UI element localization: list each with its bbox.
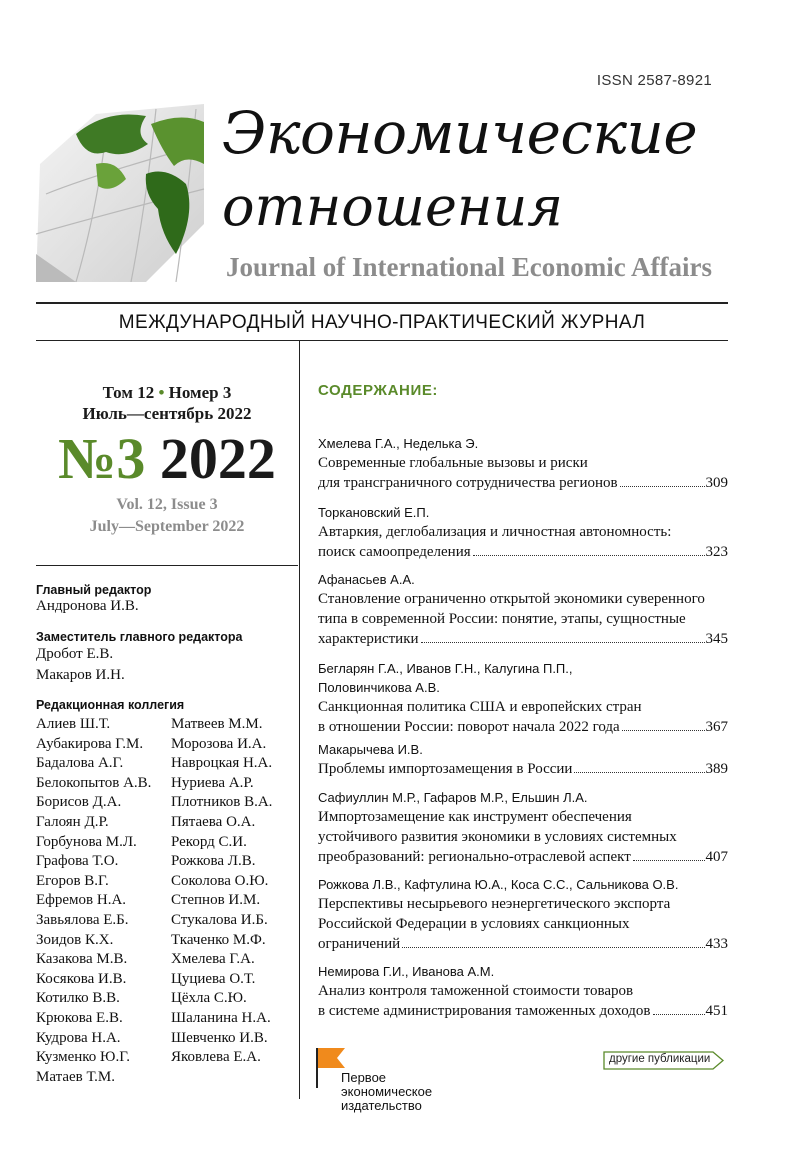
board-member: Ефремов Н.А. [36, 892, 127, 909]
toc-authors: Афанасьев А.А. [318, 572, 415, 587]
toc-page-number: 407 [705, 849, 728, 865]
dot-leader [620, 486, 705, 487]
toc-title-line: ограничений [318, 936, 401, 952]
toc-authors: Торкановский Е.П. [318, 505, 430, 520]
other-publications-button[interactable] [603, 1051, 725, 1070]
toc-entry[interactable] [318, 659, 728, 737]
toc-title-line: устойчивого развития экономики в условиях системных [318, 829, 677, 845]
toc-title-last-line [318, 717, 728, 737]
dot-leader [633, 860, 705, 861]
toc-title-line: поиск самоопределения [318, 544, 471, 560]
board-member: Цёхла С.Ю. [171, 990, 247, 1007]
board-member: Галоян Д.Р. [36, 814, 109, 830]
toc-authors: Бегларян Г.А., Иванов Г.Н., Калугина П.П., [318, 661, 573, 676]
toc-entry[interactable] [318, 434, 728, 493]
header-divider-top [36, 302, 728, 304]
board-member: Крюкова Е.В. [36, 1010, 123, 1026]
period-ru: Июль—сентябрь 2022 [82, 404, 252, 423]
issue-number-ru: Номер 3 [168, 383, 232, 402]
toc-page-number: 389 [705, 761, 728, 777]
toc-authors: Макарычева И.В. [318, 742, 423, 757]
toc-entry[interactable] [318, 875, 728, 954]
toc-title-line: для трансграничного сотрудничества регионов [318, 475, 618, 491]
toc-title-last-line [318, 542, 728, 562]
toc-page-number: 367 [705, 719, 728, 735]
toc-authors: Немирова Г.И., Иванова А.М. [318, 964, 495, 979]
toc-page-number: 323 [705, 544, 728, 560]
left-divider [36, 565, 298, 566]
board-member: Яковлева Е.А. [171, 1049, 261, 1066]
toc-title-last-line [318, 759, 728, 779]
toc-title-line: в системе администрирования таможенных доходов [318, 1003, 651, 1019]
toc-page-number: 433 [705, 936, 728, 952]
publisher-line: Первое [341, 1070, 387, 1085]
toc-entry[interactable] [318, 503, 728, 562]
toc-title-line: Проблемы импортозамещения в России [318, 761, 573, 777]
toc-entry[interactable] [318, 570, 728, 649]
publisher-name [341, 1071, 432, 1113]
board-member: Степнов И.М. [171, 892, 261, 909]
volume-ru: Том 12 [102, 383, 155, 402]
board-member: Бадалова А.Г. [36, 755, 124, 772]
toc-title-line: преобразований: регионально-отраслевой аспект [318, 849, 631, 865]
volume-issue-en: Vol. 12, Issue 3 [116, 496, 218, 513]
deputy-editor-label: Заместитель главного редактора [36, 630, 243, 644]
dot-leader [622, 730, 705, 731]
dot-leader [574, 772, 704, 773]
toc-page-number: 451 [705, 1003, 728, 1019]
chief-editor-label: Главный редактор [36, 583, 152, 597]
toc-entry[interactable] [318, 740, 728, 779]
board-member: Морозова И.А. [171, 735, 267, 752]
toc-authors: Рожкова Л.В., Кафтулина Ю.А., Коса С.С., Сальникова О.В. [318, 877, 679, 892]
other-publications-label: другие публикации [609, 1053, 711, 1065]
board-member: Котилко В.В. [36, 990, 120, 1007]
board-member: Пятаева О.А. [171, 814, 256, 830]
toc-title-line: в отношении России: поворот начала 2022 года [318, 719, 620, 735]
dot-leader [473, 555, 705, 556]
board-member: Завьялова Е.Б. [36, 912, 129, 928]
dot-leader [421, 642, 705, 643]
toc-title-last-line [318, 847, 728, 867]
journal-title-line2: отношения [222, 175, 564, 238]
board-member: Соколова О.Ю. [171, 872, 269, 889]
board-member: Шевченко И.В. [171, 1029, 268, 1046]
board-member: Алиев Ш.Т. [36, 716, 111, 732]
publisher-line: издательство [341, 1098, 422, 1113]
big-issue-year: 2022 [159, 426, 276, 491]
big-issue-number [36, 427, 298, 491]
editorial-board-label: Редакционная коллегия [36, 698, 185, 712]
journal-title-line1: Экономические [222, 99, 698, 167]
issn: ISSN 2587-8921 [596, 72, 712, 89]
board-member: Борисов Д.А. [36, 794, 122, 811]
chief-editor-name: Андронова И.В. [36, 598, 139, 614]
big-issue-no: №3 [58, 426, 146, 491]
board-member: Шаланина Н.А. [171, 1010, 271, 1026]
dot-leader [402, 947, 704, 948]
board-member: Кузменко Ю.Г. [36, 1049, 130, 1066]
toc-title-last-line [318, 473, 728, 493]
board-member: Навроцкая Н.А. [171, 755, 273, 772]
board-member: Кудрова Н.А. [36, 1029, 121, 1046]
board-member: Белокопытов А.В. [36, 774, 152, 791]
deputy-editor-name: Дробот Е.В. [36, 646, 114, 662]
toc-title-line: Автаркия, деглобализация и личностная автономность: [318, 524, 672, 540]
deputy-editor-name: Макаров И.Н. [36, 667, 125, 683]
toc-entry[interactable] [318, 788, 728, 867]
board-member: Ткаченко М.Ф. [171, 931, 266, 948]
board-member: Матвеев М.М. [171, 716, 263, 732]
toc-title-line: Санкционная политика США и европейских стран [318, 699, 642, 715]
publisher-line: экономическое [341, 1084, 433, 1099]
column-divider [299, 341, 300, 1099]
toc-authors: Хмелева Г.А., Неделька Э. [318, 436, 479, 451]
board-member: Хмелева Г.А. [171, 951, 255, 968]
journal-title-english: Journal of International Economic Affairs [226, 252, 712, 282]
toc-title-line: типа в современной России: понятие, этапы, сущностные [318, 611, 686, 627]
board-member: Зоидов К.Х. [36, 931, 114, 948]
toc-title-last-line [318, 629, 728, 649]
contents-title: СОДЕРЖАНИЕ: [318, 382, 439, 399]
board-member: Косякова И.В. [36, 970, 127, 987]
board-member: Казакова М.В. [36, 951, 128, 968]
toc-title-line: Становление ограниченно открытой экономики суверенного [318, 591, 705, 607]
volume-issue-ru [36, 383, 298, 403]
toc-authors: Половинчикова А.В. [318, 680, 440, 695]
toc-title-last-line [318, 934, 728, 954]
toc-title-line: Перспективы несырьевого неэнергетического экспорта [318, 896, 671, 912]
puzzle-globe-image [36, 104, 206, 282]
board-member: Егоров В.Г. [36, 872, 109, 889]
period-en: July—September 2022 [89, 518, 245, 535]
board-member: Матаев Т.М. [36, 1068, 115, 1085]
header-divider-bottom [36, 340, 728, 341]
board-member: Аубакирова Г.М. [36, 735, 144, 752]
board-member: Нуриева А.Р. [171, 774, 254, 791]
bullet-separator: • [158, 383, 165, 402]
board-member: Графова Т.О. [36, 853, 119, 870]
journal-type: МЕЖДУНАРОДНЫЙ НАУЧНО-ПРАКТИЧЕСКИЙ ЖУРНАЛ [118, 312, 646, 333]
toc-title-line: Анализ контроля таможенной стоимости товаров [318, 983, 634, 999]
toc-page-number: 309 [705, 475, 728, 491]
toc-title-line: Современные глобальные вызовы и риски [318, 455, 588, 471]
toc-title-line: Российской Федерации в условиях санкционных [318, 916, 630, 932]
board-member: Цуциева О.Т. [171, 970, 256, 987]
dot-leader [653, 1014, 705, 1015]
toc-title-last-line [318, 1001, 728, 1021]
board-member: Горбунова М.Л. [36, 833, 137, 850]
toc-entry[interactable] [318, 962, 728, 1021]
toc-title-line: характеристики [318, 631, 419, 647]
toc-page-number: 345 [705, 631, 728, 647]
board-member: Стукалова И.Б. [171, 912, 268, 928]
board-member: Плотников В.А. [171, 794, 273, 811]
board-member: Рожкова Л.В. [171, 853, 256, 870]
board-member: Рекорд С.И. [171, 833, 247, 850]
toc-authors: Сафиуллин М.Р., Гафаров М.Р., Ельшин Л.А. [318, 790, 588, 805]
toc-title-line: Импортозамещение как инструмент обеспечения [318, 809, 632, 825]
